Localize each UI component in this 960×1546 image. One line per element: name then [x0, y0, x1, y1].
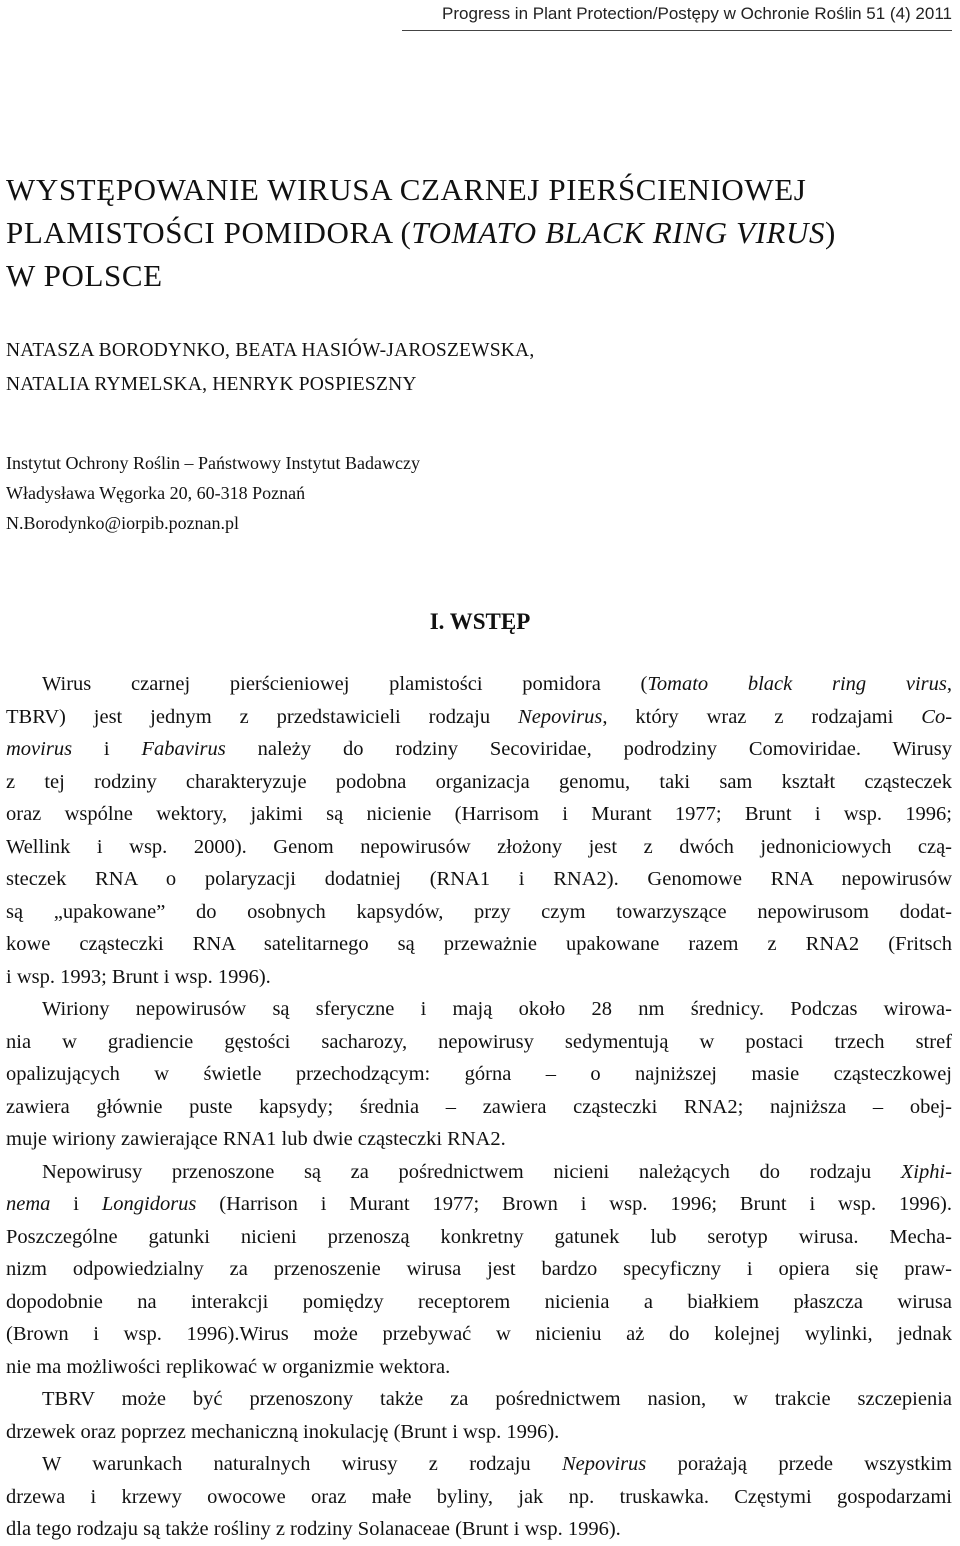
text-line: TBRV) jest jednym z przedstawicieli rodzaju Nepovirus, który wraz z rodzajami Co- — [6, 705, 953, 728]
text-line: Nepowirusy przenoszone są za pośrednictwem nicieni należących do rodzaju Xiphi- — [42, 1160, 952, 1183]
title-line-3: W POLSCE — [6, 258, 163, 293]
text-line: (Brown i wsp. 1996).Wirus może przebywać w nicieniu aż do kolejnej wylinki, jednak — [6, 1323, 952, 1345]
text-line: W warunkach naturalnych wirusy z rodzaju Nepovirus porażają przede wszystkim — [42, 1453, 952, 1475]
text-line: z tej rodziny charakteryzuje podobna organizacja genomu, taki sam kształt cząsteczek — [6, 770, 952, 793]
header-rule — [402, 30, 952, 31]
title-line-2-end: ) — [825, 215, 836, 250]
text-line: i wsp. 1993; Brunt i wsp. 1996). — [6, 965, 271, 988]
title-line-1: WYSTĘPOWANIE WIRUSA CZARNEJ PIERŚCIENIOWEJ — [6, 172, 807, 207]
author-email: N.Borodynko@iorpib.poznan.pl — [6, 513, 240, 533]
text-line: dla tego rodzaju są także rośliny z rodziny Solanaceae (Brunt i wsp. 1996). — [6, 1518, 621, 1540]
section-heading: I. WSTĘP — [429, 609, 531, 634]
text-line: nie ma możliwości replikować w organizmie wektora. — [6, 1355, 451, 1378]
text-line: oraz wspólne wektory, jakimi są nicienie (Harrisom i Murant 1977; Brunt i wsp. 1996; — [6, 803, 952, 825]
affiliation-line-2: Władysława Węgorka 20, 60-318 Poznań — [6, 483, 306, 503]
text-line: muje wiriony zawierające RNA1 lub dwie cząsteczki RNA2. — [6, 1128, 506, 1150]
text-line: Wiriony nepowirusów są sferyczne i mają około 28 nm średnicy. Podczas wirowa- — [42, 998, 952, 1020]
text-line: kowe cząsteczki RNA satelitarnego są przeważnie upakowane razem z RNA2 (Fritsch — [6, 933, 952, 955]
title-line-2-latin: TOMATO BLACK RING VIRUS — [411, 215, 826, 250]
text-line: movirus i Fabavirus należy do rodziny Secoviridae, podrodziny Comoviridae. Wirusy — [6, 738, 952, 760]
text-line: drzewek oraz poprzez mechaniczną inokulację (Brunt i wsp. 1996). — [6, 1420, 560, 1443]
text-line: nia w gradiencie gęstości sacharozy, nepowirusy sedymentują w postaci trzech stref — [6, 1030, 952, 1053]
running-head: Progress in Plant Protection/Postępy w Ochronie Roślin 51 (4) 2011 — [442, 4, 952, 23]
affiliation — [6, 448, 420, 538]
authors-line-1: NATASZA BORODYNKO, BEATA HASIÓW-JAROSZEWSKA, — [6, 340, 535, 361]
author-list — [6, 334, 534, 402]
text-line: Wirus czarnej pierścieniowej plamistości pomidora (Tomato black ring virus, — [42, 673, 952, 695]
text-line: drzewa i krzewy owocowe oraz małe byliny, jak np. truskawka. Częstymi gospodarzami — [6, 1485, 952, 1508]
text-line: Wellink i wsp. 2000). Genom nepowirusów złożony jest z dwóch jednoniciowych czą- — [6, 835, 952, 858]
text-line: Poszczególne gatunki nicieni przenoszą konkretny gatunek lub serotyp wirusa. Mecha- — [6, 1225, 952, 1248]
title-line-2-start: PLAMISTOŚCI POMIDORA ( — [6, 215, 412, 250]
affiliation-line-1: Instytut Ochrony Roślin – Państwowy Instytut Badawczy — [6, 453, 420, 473]
title-line-2 — [6, 211, 836, 254]
authors-line-2: NATALIA RYMELSKA, HENRYK POSPIESZNY — [6, 374, 417, 395]
text-line: nema i Longidorus (Harrison i Murant 1977; Brown i wsp. 1996; Brunt i wsp. 1996). — [6, 1193, 952, 1215]
body-text — [6, 668, 952, 1546]
text-line: TBRV może być przenoszony także za pośrednictwem nasion, w trakcie szczepienia — [42, 1388, 952, 1410]
text-line: są „upakowane” do osobnych kapsydów, przy czym towarzyszące nepowirusom dodat- — [6, 900, 952, 923]
text-line: nizm odpowiedzialny za przenoszenie wirusa jest bardzo specyficzny i opiera się praw- — [6, 1258, 952, 1280]
text-line: opalizujących w świetle przechodzącym: górna – o najniższej masie cząsteczkowej — [6, 1063, 952, 1085]
article-title — [6, 168, 836, 297]
text-line: zawiera głównie puste kapsydy; średnia – zawiera cząsteczki RNA2; najniższa – obej- — [6, 1095, 952, 1118]
text-line: steczek RNA o polaryzacji dodatniej (RNA1 i RNA2). Genomowe RNA nepowirusów — [6, 868, 952, 890]
text-line: dopodobnie na interakcji pomiędzy receptorem nicienia a białkiem płaszcza wirusa — [6, 1290, 952, 1313]
